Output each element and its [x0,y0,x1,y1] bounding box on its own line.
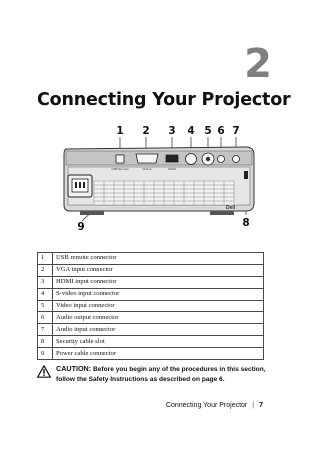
vga-port [136,154,158,163]
connector-label: VGA input connector [53,264,264,276]
callout-8: 8 [242,217,250,229]
connector-table [37,252,264,360]
vga-port-label: VGA-A [142,167,152,171]
connector-label: Video input connector [53,300,264,312]
audio-in-port [233,156,240,163]
table-row [38,253,264,265]
footer-separator: | [252,402,255,409]
connector-label: Audio output connector [53,312,264,324]
dell-logo: Dell [226,205,236,211]
connector-label: Power cable connector [53,348,264,360]
projector-rear-panel-illustration [60,125,260,233]
page-footer [166,402,263,409]
caution-text: Before you begin any of the procedures in this section, follow the Safety Instructions as described on page 6. [56,366,266,383]
connector-label: S-video input connector [53,288,264,300]
callout-5: 5 [204,125,212,137]
connector-number: 3 [38,276,53,288]
connector-number: 7 [38,324,53,336]
connector-number: 1 [38,253,53,265]
s-video-port [186,154,197,165]
callout-9: 9 [77,221,85,233]
callout-4: 4 [187,125,195,137]
usb-port [116,155,124,163]
security-slot [244,171,248,179]
connector-label: HDMI input connector [53,276,264,288]
table-row [38,264,264,276]
table-row [38,300,264,312]
table-row [38,324,264,336]
connector-label: USB remote connector [53,253,264,265]
callout-6: 6 [217,125,225,137]
connector-number: 4 [38,288,53,300]
table-row [38,336,264,348]
connector-number: 2 [38,264,53,276]
callout-3: 3 [168,125,176,137]
callout-1: 1 [116,125,124,137]
connector-number: 6 [38,312,53,324]
connector-label: Audio input connector [53,324,264,336]
caution-note [37,364,269,384]
caution-label: CAUTION: [56,364,92,373]
callout-2: 2 [142,125,150,137]
connector-number: 5 [38,300,53,312]
usb-port-label: USB Remote [111,167,129,171]
footer-section-title: Connecting Your Projector [165,402,248,409]
chapter-number: 2 [244,41,272,87]
table-row [38,312,264,324]
connector-label: Security cable slot [53,336,264,348]
chapter-title: Connecting Your Projector [37,90,291,110]
table-row [38,288,264,300]
hdmi-port [166,155,178,162]
page-number: 7 [259,402,263,409]
connector-number: 9 [38,348,53,360]
callout-7: 7 [232,125,240,137]
table-row [38,276,264,288]
connector-number: 8 [38,336,53,348]
hdmi-port-label: HDMI [168,167,176,171]
audio-out-port [218,156,225,163]
table-row [38,348,264,360]
projector-rear-panel-figure [60,125,260,233]
warning-triangle-icon [37,365,51,383]
